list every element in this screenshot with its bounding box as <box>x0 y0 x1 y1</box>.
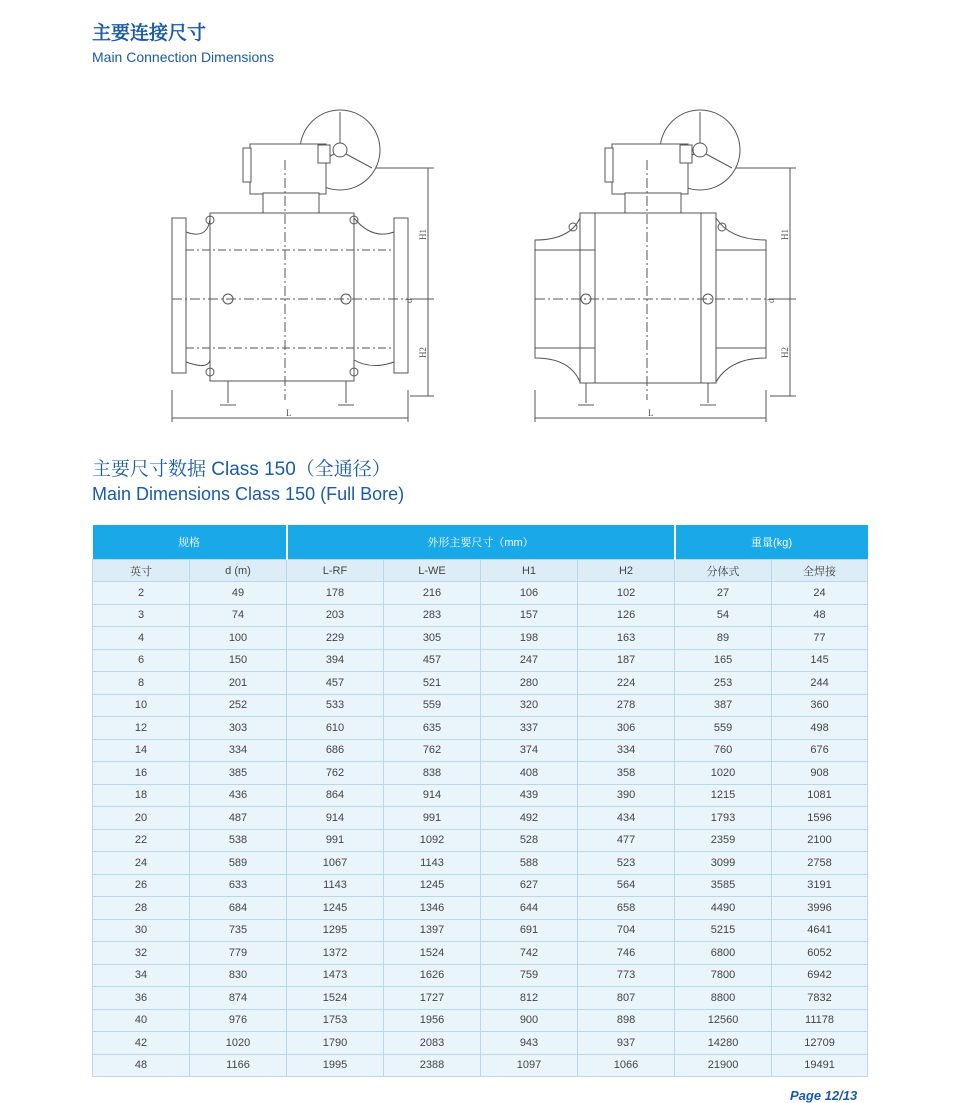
table-cell: 2758 <box>772 852 868 875</box>
table-cell: 439 <box>481 784 578 807</box>
table-cell: 14 <box>93 739 190 762</box>
table-cell: 305 <box>384 627 481 650</box>
table-cell: 1066 <box>578 1054 675 1077</box>
table-row <box>93 897 868 920</box>
table-cell: 2359 <box>675 829 772 852</box>
table-cell: 394 <box>287 649 384 672</box>
table-row <box>93 717 868 740</box>
col-header-h1: H1 <box>481 560 578 582</box>
table-cell: 991 <box>287 829 384 852</box>
table-cell: 5215 <box>675 919 772 942</box>
table-cell: 198 <box>481 627 578 650</box>
table-cell: 54 <box>675 604 772 627</box>
table-row <box>93 942 868 965</box>
label-H1-left: H1 <box>418 229 428 240</box>
table-cell: 334 <box>190 739 287 762</box>
table-cell: 165 <box>675 649 772 672</box>
table-cell: 1397 <box>384 919 481 942</box>
table-row <box>93 987 868 1010</box>
table-cell: 1753 <box>287 1009 384 1032</box>
table-cell: 8800 <box>675 987 772 1010</box>
table-cell: 77 <box>772 627 868 650</box>
table-cell: 1793 <box>675 807 772 830</box>
table-cell: 477 <box>578 829 675 852</box>
table-row <box>93 582 868 605</box>
table-cell: 14280 <box>675 1032 772 1055</box>
table-cell: 937 <box>578 1032 675 1055</box>
table-cell: 18 <box>93 784 190 807</box>
table-body <box>93 560 868 1077</box>
table-cell: 89 <box>675 627 772 650</box>
table-cell: 691 <box>481 919 578 942</box>
table-cell: 201 <box>190 672 287 695</box>
table-cell: 4 <box>93 627 190 650</box>
table-cell: 1245 <box>384 874 481 897</box>
table-cell: 759 <box>481 964 578 987</box>
table-cell: 157 <box>481 604 578 627</box>
table-cell: 538 <box>190 829 287 852</box>
table-cell: 908 <box>772 762 868 785</box>
table-cell: 762 <box>384 739 481 762</box>
table-cell: 746 <box>578 942 675 965</box>
table-cell: 24 <box>93 852 190 875</box>
table-row <box>93 852 868 875</box>
table-cell: 976 <box>190 1009 287 1032</box>
table-cell: 644 <box>481 897 578 920</box>
table-group-header-row <box>93 525 868 560</box>
table-cell: 385 <box>190 762 287 785</box>
table-cell: 278 <box>578 694 675 717</box>
table-cell: 216 <box>384 582 481 605</box>
table-cell: 145 <box>772 649 868 672</box>
col-header-inch: 英寸 <box>93 560 190 582</box>
table-cell: 1956 <box>384 1009 481 1032</box>
table-cell: 735 <box>190 919 287 942</box>
table-cell: 6942 <box>772 964 868 987</box>
table-cell: 686 <box>287 739 384 762</box>
table-cell: 610 <box>287 717 384 740</box>
table-cell: 247 <box>481 649 578 672</box>
table-cell: 106 <box>481 582 578 605</box>
table-cell: 633 <box>190 874 287 897</box>
label-H2-left: H2 <box>418 347 428 358</box>
table-cell: 838 <box>384 762 481 785</box>
table-cell: 1245 <box>287 897 384 920</box>
table-cell: 684 <box>190 897 287 920</box>
table-cell: 3 <box>93 604 190 627</box>
table-cell: 358 <box>578 762 675 785</box>
table-cell: 914 <box>384 784 481 807</box>
group-header-spec: 规格 <box>93 525 287 560</box>
col-header-welded: 全焊接 <box>772 560 868 582</box>
table-sub-header-row <box>93 560 868 582</box>
table-cell: 337 <box>481 717 578 740</box>
col-header-h2: H2 <box>578 560 675 582</box>
table-cell: 303 <box>190 717 287 740</box>
table-cell: 635 <box>384 717 481 740</box>
table-cell: 773 <box>578 964 675 987</box>
table-row <box>93 649 868 672</box>
table-cell: 1143 <box>384 852 481 875</box>
table-cell: 11178 <box>772 1009 868 1032</box>
table-cell: 3996 <box>772 897 868 920</box>
table-cell: 48 <box>93 1054 190 1077</box>
group-header-dimensions: 外形主要尺寸（mm） <box>287 525 675 560</box>
table-cell: 1166 <box>190 1054 287 1077</box>
table-cell: 100 <box>190 627 287 650</box>
table-cell: 19491 <box>772 1054 868 1077</box>
table-cell: 1081 <box>772 784 868 807</box>
flanged-valve-drawing <box>172 110 434 422</box>
table-cell: 1020 <box>190 1032 287 1055</box>
table-cell: 2083 <box>384 1032 481 1055</box>
table-row <box>93 784 868 807</box>
table-cell: 12 <box>93 717 190 740</box>
table-cell: 807 <box>578 987 675 1010</box>
table-cell: 126 <box>578 604 675 627</box>
table-cell: 12709 <box>772 1032 868 1055</box>
table-cell: 457 <box>287 672 384 695</box>
table-cell: 1372 <box>287 942 384 965</box>
valve-drawings <box>150 100 810 430</box>
col-header-l-rf: L-RF <box>287 560 384 582</box>
table-cell: 521 <box>384 672 481 695</box>
table-row <box>93 604 868 627</box>
table-cell: 163 <box>578 627 675 650</box>
table-cell: 48 <box>772 604 868 627</box>
table-cell: 2 <box>93 582 190 605</box>
table-cell: 2388 <box>384 1054 481 1077</box>
table-cell: 900 <box>481 1009 578 1032</box>
table-cell: 252 <box>190 694 287 717</box>
label-H2-right: H2 <box>780 347 790 358</box>
table-cell: 306 <box>578 717 675 740</box>
table-cell: 528 <box>481 829 578 852</box>
table-cell: 898 <box>578 1009 675 1032</box>
dimensions-header <box>92 458 404 506</box>
table-cell: 3585 <box>675 874 772 897</box>
table-cell: 742 <box>481 942 578 965</box>
label-d-left: d <box>404 298 414 303</box>
table-row <box>93 874 868 897</box>
table-cell: 762 <box>287 762 384 785</box>
table-cell: 627 <box>481 874 578 897</box>
table-cell: 704 <box>578 919 675 942</box>
table-cell: 1215 <box>675 784 772 807</box>
table-row <box>93 829 868 852</box>
dimensions-title-en: Main Dimensions Class 150 (Full Bore) <box>92 484 405 504</box>
table-cell: 203 <box>287 604 384 627</box>
table-cell: 991 <box>384 807 481 830</box>
table-cell: 280 <box>481 672 578 695</box>
table-cell: 1097 <box>481 1054 578 1077</box>
table-cell: 1143 <box>287 874 384 897</box>
table-cell: 6052 <box>772 942 868 965</box>
table-cell: 1346 <box>384 897 481 920</box>
table-cell: 320 <box>481 694 578 717</box>
col-header-split: 分体式 <box>675 560 772 582</box>
table-cell: 150 <box>190 649 287 672</box>
table-cell: 559 <box>675 717 772 740</box>
label-L-left: L <box>286 408 292 418</box>
table-row <box>93 919 868 942</box>
table-row <box>93 1009 868 1032</box>
col-header-d: d (m) <box>190 560 287 582</box>
table-row <box>93 739 868 762</box>
table-cell: 1790 <box>287 1032 384 1055</box>
table-cell: 387 <box>675 694 772 717</box>
table-cell: 24 <box>772 582 868 605</box>
table-cell: 4641 <box>772 919 868 942</box>
table-row <box>93 964 868 987</box>
table-cell: 20 <box>93 807 190 830</box>
table-cell: 6800 <box>675 942 772 965</box>
table-cell: 492 <box>481 807 578 830</box>
table-cell: 874 <box>190 987 287 1010</box>
table-cell: 40 <box>93 1009 190 1032</box>
table-cell: 224 <box>578 672 675 695</box>
table-cell: 36 <box>93 987 190 1010</box>
table-cell: 588 <box>481 852 578 875</box>
table-cell: 1020 <box>675 762 772 785</box>
table-cell: 30 <box>93 919 190 942</box>
table-cell: 28 <box>93 897 190 920</box>
table-cell: 523 <box>578 852 675 875</box>
table-cell: 7800 <box>675 964 772 987</box>
table-row <box>93 762 868 785</box>
section-header <box>92 22 274 66</box>
table-cell: 178 <box>287 582 384 605</box>
table-cell: 1727 <box>384 987 481 1010</box>
table-cell: 943 <box>481 1032 578 1055</box>
table-cell: 564 <box>578 874 675 897</box>
table-cell: 244 <box>772 672 868 695</box>
table-cell: 32 <box>93 942 190 965</box>
table-cell: 7832 <box>772 987 868 1010</box>
page-number: Page 12/13 <box>790 1088 858 1103</box>
table-cell: 1295 <box>287 919 384 942</box>
table-cell: 914 <box>287 807 384 830</box>
table-cell: 434 <box>578 807 675 830</box>
table-cell: 457 <box>384 649 481 672</box>
dimensions-table <box>92 525 868 1077</box>
table-cell: 1995 <box>287 1054 384 1077</box>
table-cell: 3099 <box>675 852 772 875</box>
table-cell: 374 <box>481 739 578 762</box>
table-cell: 1092 <box>384 829 481 852</box>
table-cell: 229 <box>287 627 384 650</box>
table-cell: 253 <box>675 672 772 695</box>
table-cell: 12560 <box>675 1009 772 1032</box>
table-cell: 49 <box>190 582 287 605</box>
table-cell: 42 <box>93 1032 190 1055</box>
table-row <box>93 1032 868 1055</box>
table-cell: 589 <box>190 852 287 875</box>
table-cell: 74 <box>190 604 287 627</box>
table-cell: 187 <box>578 649 675 672</box>
label-H1-right: H1 <box>780 229 790 240</box>
table-row <box>93 807 868 830</box>
table-cell: 1067 <box>287 852 384 875</box>
table-cell: 21900 <box>675 1054 772 1077</box>
table-cell: 559 <box>384 694 481 717</box>
table-cell: 487 <box>190 807 287 830</box>
table-row <box>93 627 868 650</box>
table-cell: 26 <box>93 874 190 897</box>
table-cell: 27 <box>675 582 772 605</box>
table-cell: 8 <box>93 672 190 695</box>
welded-valve-drawing <box>535 110 796 422</box>
table-cell: 864 <box>287 784 384 807</box>
table-cell: 1596 <box>772 807 868 830</box>
table-cell: 283 <box>384 604 481 627</box>
table-cell: 1473 <box>287 964 384 987</box>
valve-drawing-svg <box>150 100 810 430</box>
table-cell: 676 <box>772 739 868 762</box>
table-cell: 34 <box>93 964 190 987</box>
table-cell: 533 <box>287 694 384 717</box>
table-cell: 4490 <box>675 897 772 920</box>
table-cell: 3191 <box>772 874 868 897</box>
section-title-cn: 主要连接尺寸 <box>92 23 207 44</box>
label-d-right: d <box>766 298 776 303</box>
table-cell: 2100 <box>772 829 868 852</box>
table-row <box>93 694 868 717</box>
table-cell: 658 <box>578 897 675 920</box>
table-cell: 436 <box>190 784 287 807</box>
table-cell: 10 <box>93 694 190 717</box>
table-cell: 6 <box>93 649 190 672</box>
section-title-en: Main Connection Dimensions <box>92 49 275 65</box>
table-cell: 812 <box>481 987 578 1010</box>
table-row <box>93 1054 868 1077</box>
table-cell: 16 <box>93 762 190 785</box>
table-cell: 779 <box>190 942 287 965</box>
group-header-weight: 重量(kg) <box>675 525 868 560</box>
table-cell: 22 <box>93 829 190 852</box>
table-cell: 390 <box>578 784 675 807</box>
table-cell: 1524 <box>287 987 384 1010</box>
table-cell: 1524 <box>384 942 481 965</box>
table-cell: 334 <box>578 739 675 762</box>
table-cell: 760 <box>675 739 772 762</box>
table-cell: 408 <box>481 762 578 785</box>
table-cell: 498 <box>772 717 868 740</box>
col-header-l-we: L-WE <box>384 560 481 582</box>
label-L-right: L <box>648 408 654 418</box>
table-row <box>93 672 868 695</box>
table-cell: 830 <box>190 964 287 987</box>
dimensions-title-cn: 主要尺寸数据 Class 150（全通径） <box>92 459 391 480</box>
table-cell: 102 <box>578 582 675 605</box>
table-cell: 1626 <box>384 964 481 987</box>
table-cell: 360 <box>772 694 868 717</box>
